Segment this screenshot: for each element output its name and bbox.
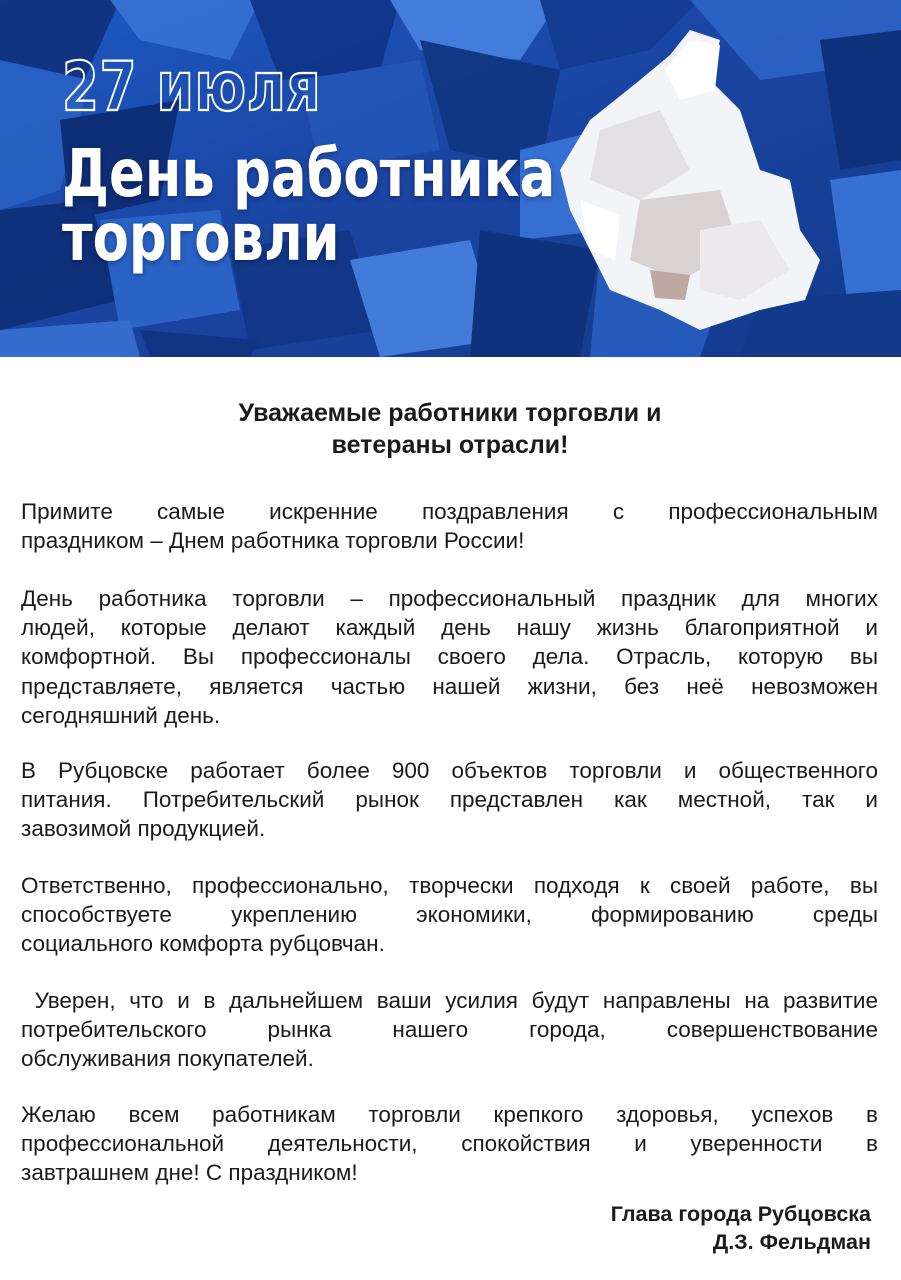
paragraph-line: представляете, является частью нашей жизни, без неё невозможен (21, 673, 878, 699)
paragraph-line: потребительского рынка нашего города, совершенствование (21, 1017, 878, 1043)
signature-name: Д.З. Фельдман (712, 1230, 871, 1254)
paragraph-line: Примите самые искренние поздравления с профессиональным (21, 499, 878, 524)
paragraph-line: сегодняшний день. (21, 702, 221, 728)
paragraph-line: питания. Потребительский рынок представлен как местной, так и (21, 787, 878, 813)
paragraph-line: профессиональной деятельности, спокойствия и уверенности в (21, 1131, 878, 1157)
paragraph-5 (21, 986, 878, 1074)
paragraph-line: завозимой продукцией. (21, 816, 266, 842)
paragraph-line: Уверен, что и в дальнейшем ваши усилия будут направлены на развитие (21, 988, 878, 1013)
banner-title (62, 135, 556, 276)
paragraph-line: Желаю всем работникам торговли крепкого здоровья, успехов в (21, 1102, 878, 1127)
paragraph-line: обслуживания покупателей. (21, 1046, 314, 1072)
paragraph-2 (21, 584, 878, 730)
signature-block (611, 1200, 871, 1256)
paragraph-line: социального комфорта рубцовчан. (21, 931, 385, 957)
paragraph-line: праздником – Днем работника торговли России! (21, 528, 525, 554)
paragraph-3 (21, 756, 878, 844)
salutation-heading (100, 397, 800, 461)
paragraph-line: День работника торговли – профессиональный праздник для многих (21, 586, 878, 611)
paragraph-line: завтрашнем дне! С праздником! (21, 1160, 358, 1186)
paragraph-line: Ответственно, профессионально, творчески подходя к своей работе, вы (21, 873, 878, 898)
salutation-line-2: ветераны отрасли! (331, 431, 569, 459)
signature-position: Глава города Рубцовска (610, 1202, 871, 1226)
paragraph-line: людей, которые делают каждый день нашу жизнь благоприятной и (21, 615, 878, 641)
paragraph-line: способствуете укреплению экономики, формированию среды (21, 902, 878, 928)
header-banner (0, 0, 901, 357)
salutation-line-1: Уважаемые работники торговли и (238, 399, 662, 427)
banner-title-line-2: торговли (62, 199, 340, 276)
paragraph-6 (21, 1100, 878, 1188)
banner-title-line-1: День работника (62, 135, 556, 212)
event-date: 27 июля (62, 48, 322, 127)
paragraph-1 (21, 497, 878, 555)
paragraph-4 (21, 871, 878, 959)
paragraph-line: комфортной. Вы профессионалы своего дела. Отрасль, которую вы (21, 644, 878, 670)
paragraph-line: В Рубцовске работает более 900 объектов торговли и общественного (21, 758, 878, 783)
